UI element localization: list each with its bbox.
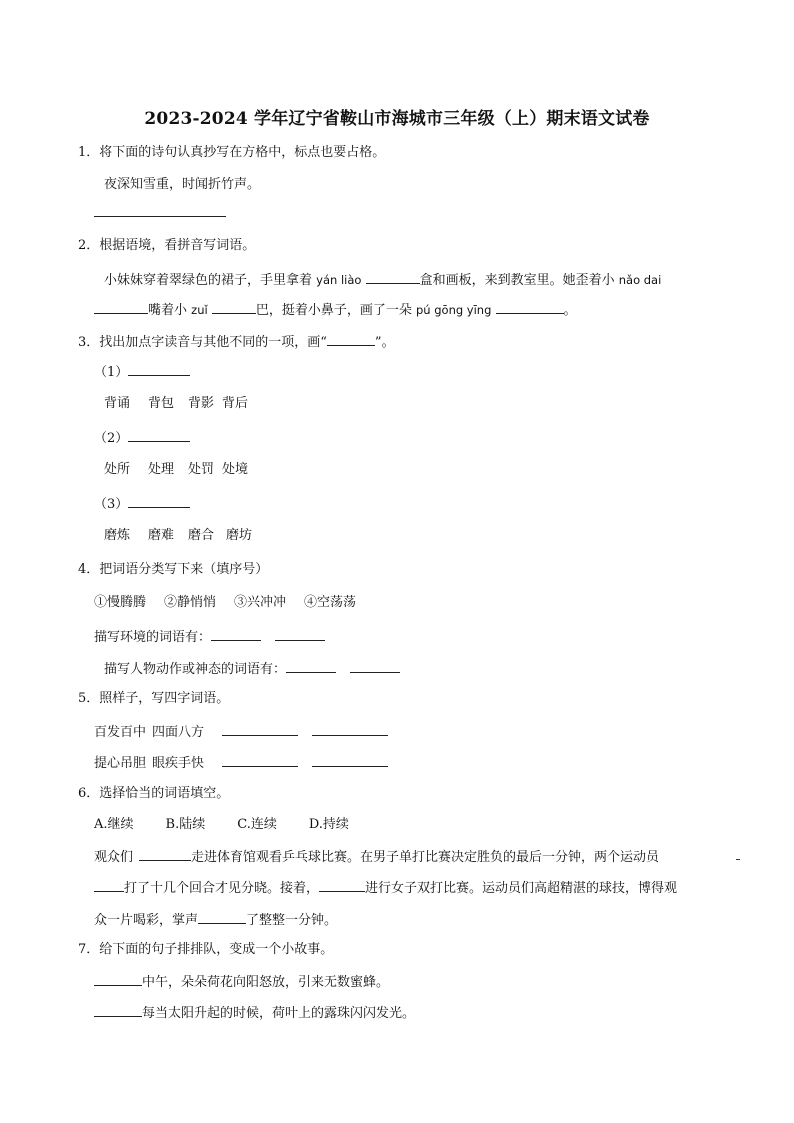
pinyin-zui: zuǐ: [191, 303, 208, 317]
item-label: （2）: [94, 431, 129, 446]
example-word: 百发百中: [94, 725, 147, 740]
question-6-prompt: 6．选择恰当的词语填空。: [78, 786, 230, 801]
blank-4[interactable]: [496, 300, 564, 314]
question-5-prompt: 5．照样子，写四字词语。: [78, 691, 230, 706]
text: 走进体育馆观看乒乓球比赛。在男子单打比赛决定胜负的最后一分钟，两个运动员: [191, 850, 660, 865]
question-2-text: 。: [563, 303, 577, 318]
question-5-row-2: [94, 753, 388, 773]
text: 观众们: [94, 850, 134, 865]
label: 描写人物动作或神态的词语有：: [104, 662, 287, 677]
question-4-prompt: 4．把词语分类写下来（填序号）: [78, 562, 269, 577]
question-3-item-3: [94, 494, 190, 514]
question-7-sentence-2: [94, 1003, 415, 1023]
word: 背后: [222, 396, 249, 411]
blank-mark: [327, 332, 375, 346]
option: ①慢腾腾: [94, 595, 147, 610]
question-3-text: 3．找出加点字读音与其他不同的一项，画“: [78, 335, 327, 350]
text: 了整整一分钟。: [246, 913, 338, 928]
item-label: （1）: [94, 365, 129, 380]
text: 众一片喝彩，掌声: [94, 913, 199, 928]
pinyin-yanliao: yán liào: [316, 273, 362, 287]
answer-blank[interactable]: [350, 659, 400, 673]
blank-2[interactable]: [94, 300, 148, 314]
answer-blank[interactable]: [94, 1003, 142, 1017]
question-4-options: [94, 594, 356, 612]
word: 处理: [148, 462, 175, 477]
pinyin-naodai: nǎo dai: [618, 273, 662, 287]
question-3-words-1: [104, 395, 248, 413]
question-3-item-1: [94, 362, 190, 382]
page-title: 2023-2024 学年辽宁省鞍山市海城市三年级（上）期末语文试卷: [144, 109, 650, 129]
question-3-item-2: [94, 428, 190, 448]
text: 进行女子双打比赛。运动员们高超精湛的球技，博得观: [365, 881, 678, 896]
question-2-text: 嘴着小: [148, 303, 188, 318]
question-6-line-2: [94, 878, 677, 898]
question-7-sentence-1: [94, 972, 389, 992]
answer-blank[interactable]: [312, 753, 388, 767]
blank-3[interactable]: [212, 300, 256, 314]
word: 磨坊: [226, 528, 253, 543]
question-4-person: [104, 659, 400, 679]
label: 描写环境的词语有：: [94, 630, 212, 645]
question-2-prompt: 2．根据语境，看拼音写词语。: [78, 238, 256, 253]
word: 处罚: [188, 462, 215, 477]
question-6-options: [94, 816, 349, 834]
answer-blank[interactable]: [222, 722, 298, 736]
word: 背影: [188, 396, 215, 411]
answer-blank[interactable]: [312, 722, 388, 736]
question-2-line-2: [94, 300, 577, 320]
item-label: （3）: [94, 497, 129, 512]
question-5-row-1: [94, 722, 388, 742]
text: 中午，朵朵荷花向阳怒放，引来无数蜜蜂。: [142, 975, 390, 990]
answer-blank[interactable]: [94, 878, 124, 892]
question-2-text: 盒和画板，来到教室里。她歪着小: [419, 273, 615, 288]
question-1-poem: 夜深知雪重，时闻折竹声。: [104, 177, 261, 192]
question-4-environment: [94, 627, 325, 647]
example-word: 眼疾手快: [152, 756, 205, 771]
text: 每当太阳升起的时候，荷叶上的露珠闪闪发光。: [142, 1006, 416, 1021]
option: A.继续: [94, 817, 134, 832]
example-word: 四面八方: [152, 725, 205, 740]
question-3-text: ”。: [374, 335, 395, 350]
text: 打了十几个回合才见分晓。接着，: [124, 881, 320, 896]
option: ④空荡荡: [304, 595, 357, 610]
question-3-words-3: [104, 527, 252, 545]
example-word: 提心吊胆: [94, 756, 147, 771]
option: ③兴冲冲: [234, 595, 287, 610]
option: D.持续: [308, 817, 349, 832]
word: 处所: [104, 462, 131, 477]
answer-blank[interactable]: [319, 878, 365, 892]
question-2-text: 小妹妹穿着翠绿色的裙子，手里拿着: [104, 273, 313, 288]
word: 处境: [222, 462, 249, 477]
question-3-words-2: [104, 461, 248, 479]
answer-blank[interactable]: [128, 494, 190, 508]
word: 背包: [148, 396, 175, 411]
answer-blank[interactable]: [128, 428, 190, 442]
option: C.连续: [237, 817, 277, 832]
question-2-text: 巴，挺着小鼻子，画了一朵: [255, 303, 412, 318]
option: ②静悄悄: [164, 595, 217, 610]
word: 磨炼: [104, 528, 131, 543]
stray-mark: [736, 859, 740, 860]
answer-blank[interactable]: [128, 362, 190, 376]
pinyin-pugongying: pú gōng yīng: [415, 303, 492, 317]
blank-1[interactable]: [366, 270, 420, 284]
answer-blank[interactable]: [286, 659, 336, 673]
question-7-prompt: 7．给下面的句子排排队，变成一个小故事。: [78, 942, 334, 957]
word: 磨难: [148, 528, 175, 543]
question-1-answer-line[interactable]: [94, 203, 226, 223]
word: 背诵: [104, 396, 131, 411]
answer-blank[interactable]: [94, 972, 142, 986]
answer-blank[interactable]: [211, 627, 261, 641]
question-3-prompt: [78, 332, 395, 352]
question-2-line-1: [104, 270, 661, 290]
answer-blank[interactable]: [275, 627, 325, 641]
option: B.陆续: [165, 817, 206, 832]
answer-blank[interactable]: [198, 910, 246, 924]
word: 磨合: [188, 528, 215, 543]
answer-blank[interactable]: [222, 753, 298, 767]
answer-blank[interactable]: [139, 847, 191, 861]
question-6-line-1: [94, 847, 659, 867]
question-6-line-3: [94, 910, 337, 930]
question-1-prompt: 1．将下面的诗句认真抄写在方格中，标点也要占格。: [78, 145, 386, 160]
